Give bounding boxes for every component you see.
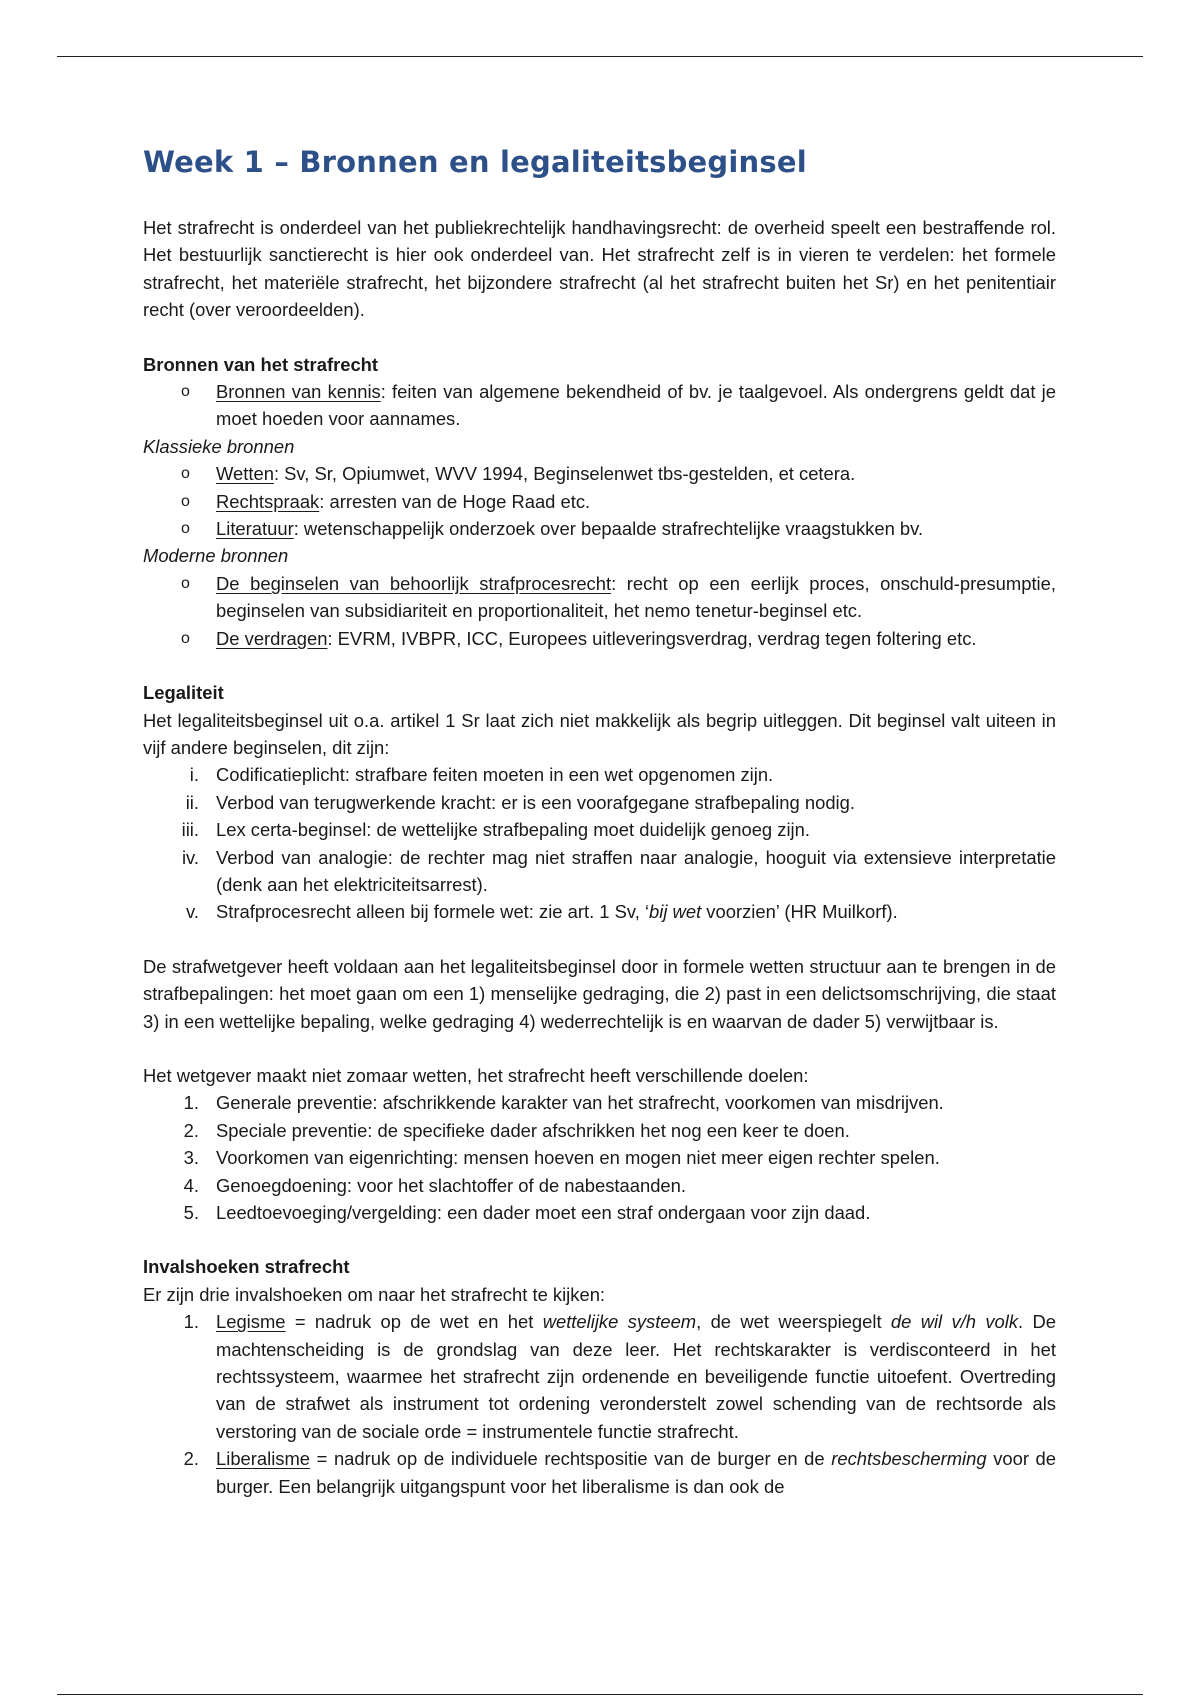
item-text: : EVRM, IVBPR, ICC, Europees uitleveringsverdrag, verdrag tegen foltering etc. bbox=[327, 627, 977, 649]
doelen-list bbox=[143, 1089, 1056, 1226]
term: Legisme bbox=[216, 1311, 286, 1333]
bullet-circle-icon: o bbox=[181, 492, 190, 510]
item-text: Leedtoevoeging/vergelding: een dader moet een straf ondergaan voor zijn daad. bbox=[216, 1202, 871, 1223]
list-item bbox=[143, 1445, 1056, 1500]
list-item bbox=[143, 1089, 1056, 1116]
list-item bbox=[143, 789, 1056, 816]
list-marker: v. bbox=[186, 901, 199, 923]
intro-paragraph: Het strafrecht is onderdeel van het publiekrechtelijk handhavingsrecht: de overheid speelt een bestraffende rol. Het bestuurlijk sanctierecht is hier ook onderdeel van. Het strafrecht zelf is in vieren te verdelen: het formele strafrecht, het materiële strafrecht, het bijzondere strafrecht (al het strafrecht buiten het Sr) en het penitentiair recht (over veroordeelden). bbox=[143, 217, 1056, 321]
page-title: Week 1 – Bronnen en legaliteitsbeginsel bbox=[143, 145, 807, 179]
subheading-modern: Moderne bronnen bbox=[143, 545, 289, 567]
subheading-klassiek: Klassieke bronnen bbox=[143, 435, 295, 457]
structuur-paragraph: De strafwetgever heeft voldaan aan het legaliteitsbeginsel door in formele wetten structuur aan te brengen in de strafbepalingen: het moet gaan om een 1) menselijke gedraging, die 2) past in een delictsomschrijving, die staat 3) in een wettelijke bepaling, welke gedraging 4) wederrechtelijk is en waarvan de dader 5) verwijtbaar is. bbox=[143, 955, 1056, 1032]
bullet-circle-icon: o bbox=[181, 574, 190, 592]
list-item bbox=[143, 625, 1056, 652]
invalshoeken-list bbox=[143, 1308, 1056, 1500]
item-text: : feiten van algemene bekendheid of bv. je taalgevoel. Als ondergrens geldt dat je moet hoeden voor aannames. bbox=[216, 381, 1056, 430]
term: De beginselen van behoorlijk strafprocesrecht bbox=[216, 572, 612, 594]
term: De verdragen bbox=[216, 627, 328, 649]
list-item bbox=[143, 515, 1056, 542]
bullet-circle-icon: o bbox=[181, 629, 190, 647]
section-heading-invalshoeken: Invalshoeken strafrecht bbox=[143, 1256, 350, 1278]
list-item bbox=[143, 488, 1056, 515]
list-marker: 4. bbox=[183, 1174, 199, 1196]
doelen-intro: Het wetgever maakt niet zomaar wetten, het strafrecht heeft verschillende doelen: bbox=[143, 1064, 809, 1086]
list-marker: i. bbox=[189, 764, 199, 786]
list-marker: 5. bbox=[183, 1202, 199, 1223]
item-text: Lex certa-beginsel: de wettelijke strafbepaling moet duidelijk genoeg zijn. bbox=[216, 819, 810, 841]
list-marker: ii. bbox=[185, 791, 199, 813]
list-item bbox=[143, 570, 1056, 625]
bullet-circle-icon: o bbox=[181, 520, 190, 538]
invalshoeken-intro: Er zijn drie invalshoeken om naar het strafrecht te kijken: bbox=[143, 1283, 606, 1305]
list-item bbox=[143, 1308, 1056, 1445]
item-text: voor de burger. Een belangrijk uitgangspunt voor het liberalisme is dan ook de bbox=[216, 1448, 1057, 1497]
bullet-circle-icon: o bbox=[181, 465, 190, 483]
list-marker: 2. bbox=[183, 1119, 199, 1141]
list-item bbox=[143, 816, 1056, 843]
item-text-emphasis: bij wet bbox=[649, 901, 702, 923]
bullet-circle-icon: o bbox=[181, 383, 190, 401]
list-item bbox=[143, 1117, 1056, 1144]
term: Wetten bbox=[216, 463, 274, 485]
item-text: Generale preventie: afschrikkende karakter van het strafrecht, voorkomen van misdrijven. bbox=[216, 1092, 944, 1114]
item-text: Codificatieplicht: strafbare feiten moeten in een wet opgenomen zijn. bbox=[216, 764, 774, 786]
term: Literatuur bbox=[216, 518, 294, 540]
list-item bbox=[143, 1144, 1056, 1171]
document-body bbox=[143, 142, 1056, 1500]
list-item bbox=[143, 844, 1056, 899]
item-text-emphasis: de wil v/h volk bbox=[890, 1311, 1019, 1333]
list-marker: 3. bbox=[183, 1147, 199, 1169]
header-rule bbox=[57, 56, 1143, 57]
term: Liberalisme bbox=[216, 1448, 311, 1470]
item-text-pre: Strafprocesrecht alleen bij formele wet: zie art. 1 Sv, ‘ bbox=[216, 901, 650, 923]
list-item bbox=[143, 378, 1056, 433]
term: Rechtspraak bbox=[216, 490, 320, 512]
list-marker: iii. bbox=[181, 819, 199, 841]
moderne-bronnen-list bbox=[143, 570, 1056, 652]
footer-rule bbox=[57, 1694, 1143, 1695]
item-text: Speciale preventie: de specifieke dader afschrikken het nog een keer te doen. bbox=[216, 1119, 850, 1141]
list-marker: iv. bbox=[181, 846, 199, 868]
list-marker: 1. bbox=[183, 1092, 199, 1114]
item-text: : arresten van de Hoge Raad etc. bbox=[319, 490, 591, 512]
item-text-emphasis: wettelijke systeem bbox=[542, 1311, 697, 1333]
list-item bbox=[143, 460, 1056, 487]
term: Bronnen van kennis bbox=[216, 381, 381, 403]
klassieke-bronnen-list bbox=[143, 460, 1056, 542]
list-item bbox=[143, 761, 1056, 788]
section-heading-bronnen: Bronnen van het strafrecht bbox=[143, 353, 379, 375]
list-marker: 2. bbox=[183, 1448, 199, 1470]
legaliteit-beginselen-list bbox=[143, 761, 1056, 925]
list-item bbox=[143, 1172, 1056, 1199]
item-text: Verbod van terugwerkende kracht: er is een voorafgegane strafbepaling nodig. bbox=[216, 791, 855, 813]
item-text: = nadruk op de wet en het bbox=[285, 1311, 543, 1333]
list-item bbox=[143, 898, 1056, 925]
section-heading-legaliteit: Legaliteit bbox=[143, 682, 224, 704]
item-text: = nadruk op de individuele rechtspositie van de burger en de bbox=[310, 1448, 832, 1470]
item-text: : wetenschappelijk onderzoek over bepaalde strafrechtelijke vraagstukken bv. bbox=[293, 518, 924, 540]
legaliteit-intro: Het legaliteitsbeginsel uit o.a. artikel 1 Sr laat zich niet makkelijk als begrip uitleggen. Dit beginsel valt uiteen in vijf andere beginselen, dit zijn: bbox=[143, 709, 1056, 758]
item-text-emphasis: rechtsbescherming bbox=[831, 1448, 987, 1470]
item-text: Voorkomen van eigenrichting: mensen hoeven en mogen niet meer eigen rechter spelen. bbox=[216, 1147, 940, 1169]
list-marker: 1. bbox=[183, 1311, 199, 1333]
item-text: , de wet weerspiegelt bbox=[696, 1311, 891, 1333]
item-text: . De machtenscheiding is de grondslag van deze leer. Het rechtskarakter is verdisconteerd in het rechtssysteem, waarmee het strafrecht zijn ordenende en beveiligende functie uitoefent. Overtreding van de strafwet als instrument tot ordening veronderstelt zowel schending van de rechtsorde als verstoring van de sociale orde = instrumentele functie strafrecht. bbox=[216, 1311, 1056, 1442]
item-text: Genoegdoening: voor het slachtoffer of de nabestaanden. bbox=[216, 1174, 687, 1196]
item-text-post: voorzien’ (HR Muilkorf). bbox=[701, 901, 898, 923]
item-text: : Sv, Sr, Opiumwet, WVV 1994, Beginselenwet tbs-gestelden, et cetera. bbox=[273, 463, 856, 485]
item-text: : recht op een eerlijk proces, onschuld-presumptie, beginselen van subsidiariteit en proportionaliteit, het nemo tenetur-beginsel etc. bbox=[216, 572, 1056, 622]
list-item bbox=[143, 1199, 1056, 1226]
item-text: Verbod van analogie: de rechter mag niet straffen naar analogie, hooguit via extensieve interpretatie (denk aan het elektriciteitsarrest). bbox=[216, 846, 1056, 895]
bronnen-kennis-list bbox=[143, 378, 1056, 433]
